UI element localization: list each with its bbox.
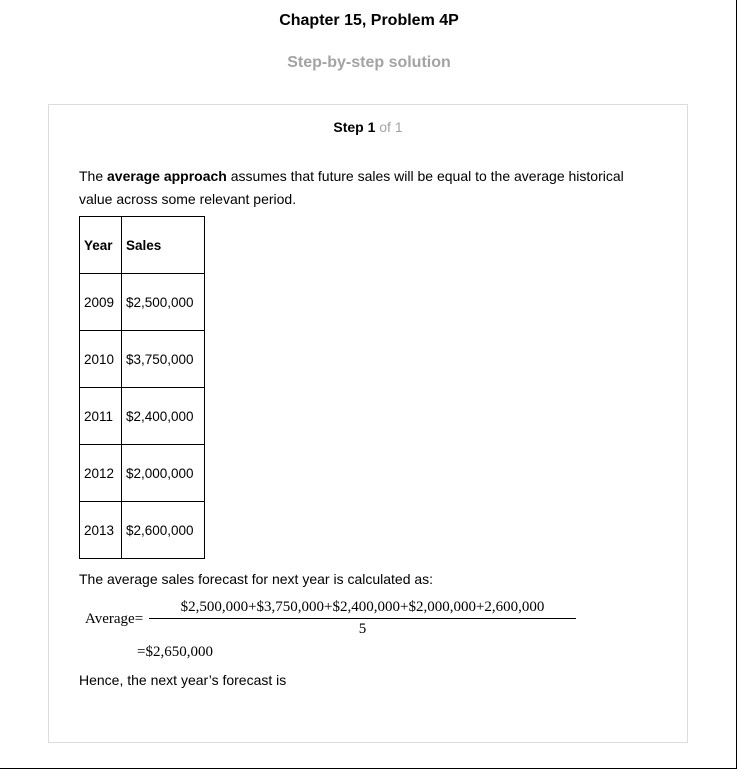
table-header-row [80,217,205,274]
table-row [80,331,205,388]
formula-fraction [149,599,576,638]
cell-sales: $2,600,000 [122,502,205,559]
header-year: Year [80,217,122,274]
table-row [80,388,205,445]
cell-year: 2012 [80,445,122,502]
formula-denominator: 5 [358,621,367,637]
forecast-intro-text: The average sales forecast for next year is calculated as: [79,571,434,587]
table-row [80,274,205,331]
step-total: of 1 [375,119,403,135]
intro-prefix: The [79,168,108,184]
cell-sales: $3,750,000 [122,331,205,388]
cell-sales: $2,400,000 [122,388,205,445]
intro-bold-term: average approach [107,168,227,184]
formula-lhs: Average= [85,611,144,627]
intro-paragraph [79,165,659,211]
cell-sales: $2,500,000 [122,274,205,331]
intro-suffix: assumes that future sales will be equal to the average historical value across some relevant period. [79,168,624,207]
formula-result: =$2,650,000 [137,644,213,660]
conclusion-text: Hence, the next year’s forecast is [79,672,287,688]
solution-label: Step-by-step solution [287,54,451,71]
step-header [49,119,687,135]
cell-year: 2011 [80,388,122,445]
cell-sales: $2,000,000 [122,445,205,502]
step-number: Step 1 [333,119,376,135]
table-row [80,502,205,559]
chapter-title: Chapter 15, Problem 4P [279,12,459,29]
cell-year: 2010 [80,331,122,388]
sales-table [79,216,205,559]
cell-year: 2009 [80,274,122,331]
header-sales: Sales [122,217,205,274]
formula-numerator: $2,500,000+$3,750,000+$2,400,000+$2,000,000+2,600,000 [180,599,545,615]
table-row [80,445,205,502]
step-card [48,104,688,743]
cell-year: 2013 [80,502,122,559]
